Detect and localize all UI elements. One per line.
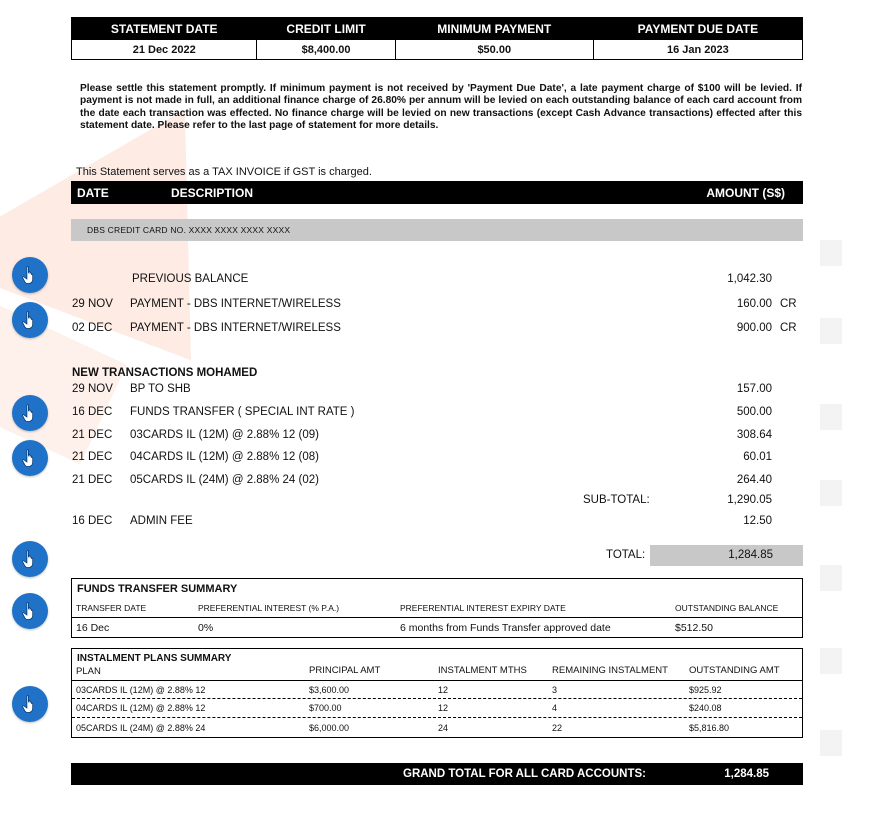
instalment-mths: 24 xyxy=(438,723,449,733)
outstanding-amt: $925.92 xyxy=(689,685,722,695)
watermark-block xyxy=(820,730,842,756)
hand-pointer-icon xyxy=(21,549,39,569)
total-label: TOTAL: xyxy=(606,549,646,561)
transaction-description: PREVIOUS BALANCE xyxy=(132,273,249,285)
plan-header: PLAN xyxy=(76,666,101,677)
transaction-date: 21 DEC xyxy=(72,429,113,441)
instalment-plans-summary xyxy=(71,648,803,738)
remaining-instalment: 3 xyxy=(552,685,558,695)
transaction-description: PAYMENT - DBS INTERNET/WIRELESS xyxy=(130,322,341,334)
hand-pointer-button[interactable] xyxy=(12,686,48,722)
transaction-row xyxy=(0,383,874,399)
hand-pointer-button[interactable] xyxy=(12,302,48,338)
hand-pointer-button[interactable] xyxy=(12,593,48,629)
transactions-header-bar xyxy=(71,181,803,204)
watermark-block xyxy=(820,565,842,591)
transaction-description: BP TO SHB xyxy=(130,383,191,395)
principal-amt: $3,600.00 xyxy=(309,685,350,695)
transaction-description: 03CARDS IL (12M) @ 2.88% 12 (09) xyxy=(130,429,319,441)
description-column-header: DESCRIPTION xyxy=(171,186,254,200)
grand-total-amount: 1,284.85 xyxy=(724,768,769,780)
hand-pointer-icon xyxy=(21,448,39,468)
minimum-payment-value: $50.00 xyxy=(395,40,593,60)
outstanding-amt: $240.08 xyxy=(689,703,722,713)
transaction-amount: 264.40 xyxy=(736,474,772,486)
transaction-date: 29 NOV xyxy=(72,298,113,310)
instalment-mths: 12 xyxy=(438,703,449,713)
outstanding-balance-header: OUTSTANDING BALANCE xyxy=(675,603,779,613)
plan-name: 03CARDS IL (12M) @ 2.88% 12 xyxy=(76,685,206,695)
plan-name: 05CARDS IL (24M) @ 2.88% 24 xyxy=(76,723,206,733)
funds-transfer-summary xyxy=(71,578,803,638)
preferential-interest-header: PREFERENTIAL INTEREST (% P.A.) xyxy=(198,603,340,613)
transaction-row xyxy=(0,429,874,445)
payment-notice: Please settle this statement promptly. If minimum payment is not received by 'Payment Due Date', a late payment charge of $100 will be levied. If payment is not made in full, an additional finance charge of 26.80% per annum will be levied on each outstanding balance of each card account from the date each transaction was effected. No finance charge will be levied on new transactions (except Cash Advance transactions) effected after this statement date. Please refer to the last page of statement for more details. xyxy=(80,83,802,131)
transfer-date-header: TRANSFER DATE xyxy=(76,603,147,613)
transaction-row xyxy=(0,322,874,338)
minimum-payment-header: MINIMUM PAYMENT xyxy=(395,18,593,40)
instalment-mths-header: INSTALMENT MTHS xyxy=(438,665,527,676)
hand-pointer-icon xyxy=(21,310,39,330)
transaction-amount: 157.00 xyxy=(736,383,772,395)
instalment-plans-title: INSTALMENT PLANS SUMMARY xyxy=(77,653,232,664)
transaction-date: 21 DEC xyxy=(72,451,113,463)
dashed-divider xyxy=(72,717,802,718)
transaction-amount: 1,042.30 xyxy=(727,273,772,285)
transaction-description: PAYMENT - DBS INTERNET/WIRELESS xyxy=(130,298,341,310)
statement-date-value: 21 Dec 2022 xyxy=(72,40,257,60)
statement-summary-table xyxy=(71,17,803,60)
divider xyxy=(72,680,802,681)
transaction-amount: 160.00 xyxy=(736,298,772,310)
divider xyxy=(72,617,802,618)
transaction-date: 29 NOV xyxy=(72,383,113,395)
principal-amt: $6,000.00 xyxy=(309,723,350,733)
credit-indicator: CR xyxy=(780,298,797,310)
instalment-mths: 12 xyxy=(438,685,449,695)
transaction-amount: 308.64 xyxy=(736,429,772,441)
transaction-row xyxy=(0,451,874,467)
outstanding-amt: $5,816.80 xyxy=(689,723,730,733)
transaction-description: FUNDS TRANSFER ( SPECIAL INT RATE ) xyxy=(130,406,355,418)
remaining-instalment: 22 xyxy=(552,723,563,733)
credit-limit-header: CREDIT LIMIT xyxy=(257,18,395,40)
hand-pointer-button[interactable] xyxy=(12,440,48,476)
watermark-block xyxy=(820,648,842,674)
hand-pointer-icon xyxy=(21,601,39,621)
principal-amt: $700.00 xyxy=(309,703,342,713)
transaction-description: 05CARDS IL (24M) @ 2.88% 24 (02) xyxy=(130,474,319,486)
interest-expiry-value: 6 months from Funds Transfer approved date xyxy=(400,622,611,634)
transaction-amount: 900.00 xyxy=(736,322,772,334)
grand-total-bar xyxy=(71,763,803,785)
card-number: DBS CREDIT CARD NO. XXXX XXXX XXXX XXXX xyxy=(87,225,291,235)
date-column-header: DATE xyxy=(77,186,109,200)
hand-pointer-icon xyxy=(21,694,39,714)
plan-name: 04CARDS IL (12M) @ 2.88% 12 xyxy=(76,703,206,713)
statement-date-header: STATEMENT DATE xyxy=(72,18,257,40)
credit-indicator: CR xyxy=(780,322,797,334)
watermark-block xyxy=(820,240,842,266)
hand-pointer-button[interactable] xyxy=(12,541,48,577)
hand-pointer-button[interactable] xyxy=(12,395,48,431)
transaction-row xyxy=(0,515,874,531)
transfer-date-value: 16 Dec xyxy=(76,622,110,634)
transaction-row xyxy=(0,406,874,422)
payment-due-date-header: PAYMENT DUE DATE xyxy=(593,18,802,40)
grand-total-label: GRAND TOTAL FOR ALL CARD ACCOUNTS: xyxy=(403,768,646,780)
total-amount: 1,284.85 xyxy=(728,549,773,561)
remaining-instalment: 4 xyxy=(552,703,558,713)
hand-pointer-button[interactable] xyxy=(12,257,48,293)
amount-column-header: AMOUNT (S$) xyxy=(706,186,785,200)
hand-pointer-icon xyxy=(21,265,39,285)
hand-pointer-icon xyxy=(21,403,39,423)
tax-invoice-note: This Statement serves as a TAX INVOICE if GST is charged. xyxy=(76,166,372,178)
transaction-amount: 500.00 xyxy=(736,406,772,418)
transaction-description: ADMIN FEE xyxy=(130,515,193,527)
new-transactions-title: NEW TRANSACTIONS MOHAMED xyxy=(72,367,258,379)
transaction-date: 21 DEC xyxy=(72,474,113,486)
funds-transfer-title: FUNDS TRANSFER SUMMARY xyxy=(77,583,238,595)
remaining-instalment-header: REMAINING INSTALMENT xyxy=(552,665,668,676)
transaction-row xyxy=(0,273,874,289)
preferential-interest-value: 0% xyxy=(198,622,214,634)
subtotal-label: SUB-TOTAL: xyxy=(583,494,650,506)
transaction-amount: 12.50 xyxy=(743,515,772,527)
subtotal-amount: 1,290.05 xyxy=(727,494,772,506)
transaction-amount: 60.01 xyxy=(743,451,772,463)
outstanding-amt-header: OUTSTANDING AMT xyxy=(689,665,780,676)
interest-expiry-header: PREFERENTIAL INTEREST EXPIRY DATE xyxy=(400,603,566,613)
transaction-description: 04CARDS IL (12M) @ 2.88% 12 (08) xyxy=(130,451,319,463)
total-amount-box xyxy=(650,545,803,566)
transaction-date: 02 DEC xyxy=(72,322,113,334)
transaction-row xyxy=(0,298,874,314)
transaction-row xyxy=(0,474,874,490)
transaction-date: 16 DEC xyxy=(72,406,113,418)
dashed-divider xyxy=(72,698,802,699)
principal-amt-header: PRINCIPAL AMT xyxy=(309,665,381,676)
payment-due-date-value: 16 Jan 2023 xyxy=(593,40,802,60)
outstanding-balance-value: $512.50 xyxy=(675,622,713,634)
transaction-date: 16 DEC xyxy=(72,515,113,527)
credit-limit-value: $8,400.00 xyxy=(257,40,395,60)
card-number-bar xyxy=(71,219,803,241)
